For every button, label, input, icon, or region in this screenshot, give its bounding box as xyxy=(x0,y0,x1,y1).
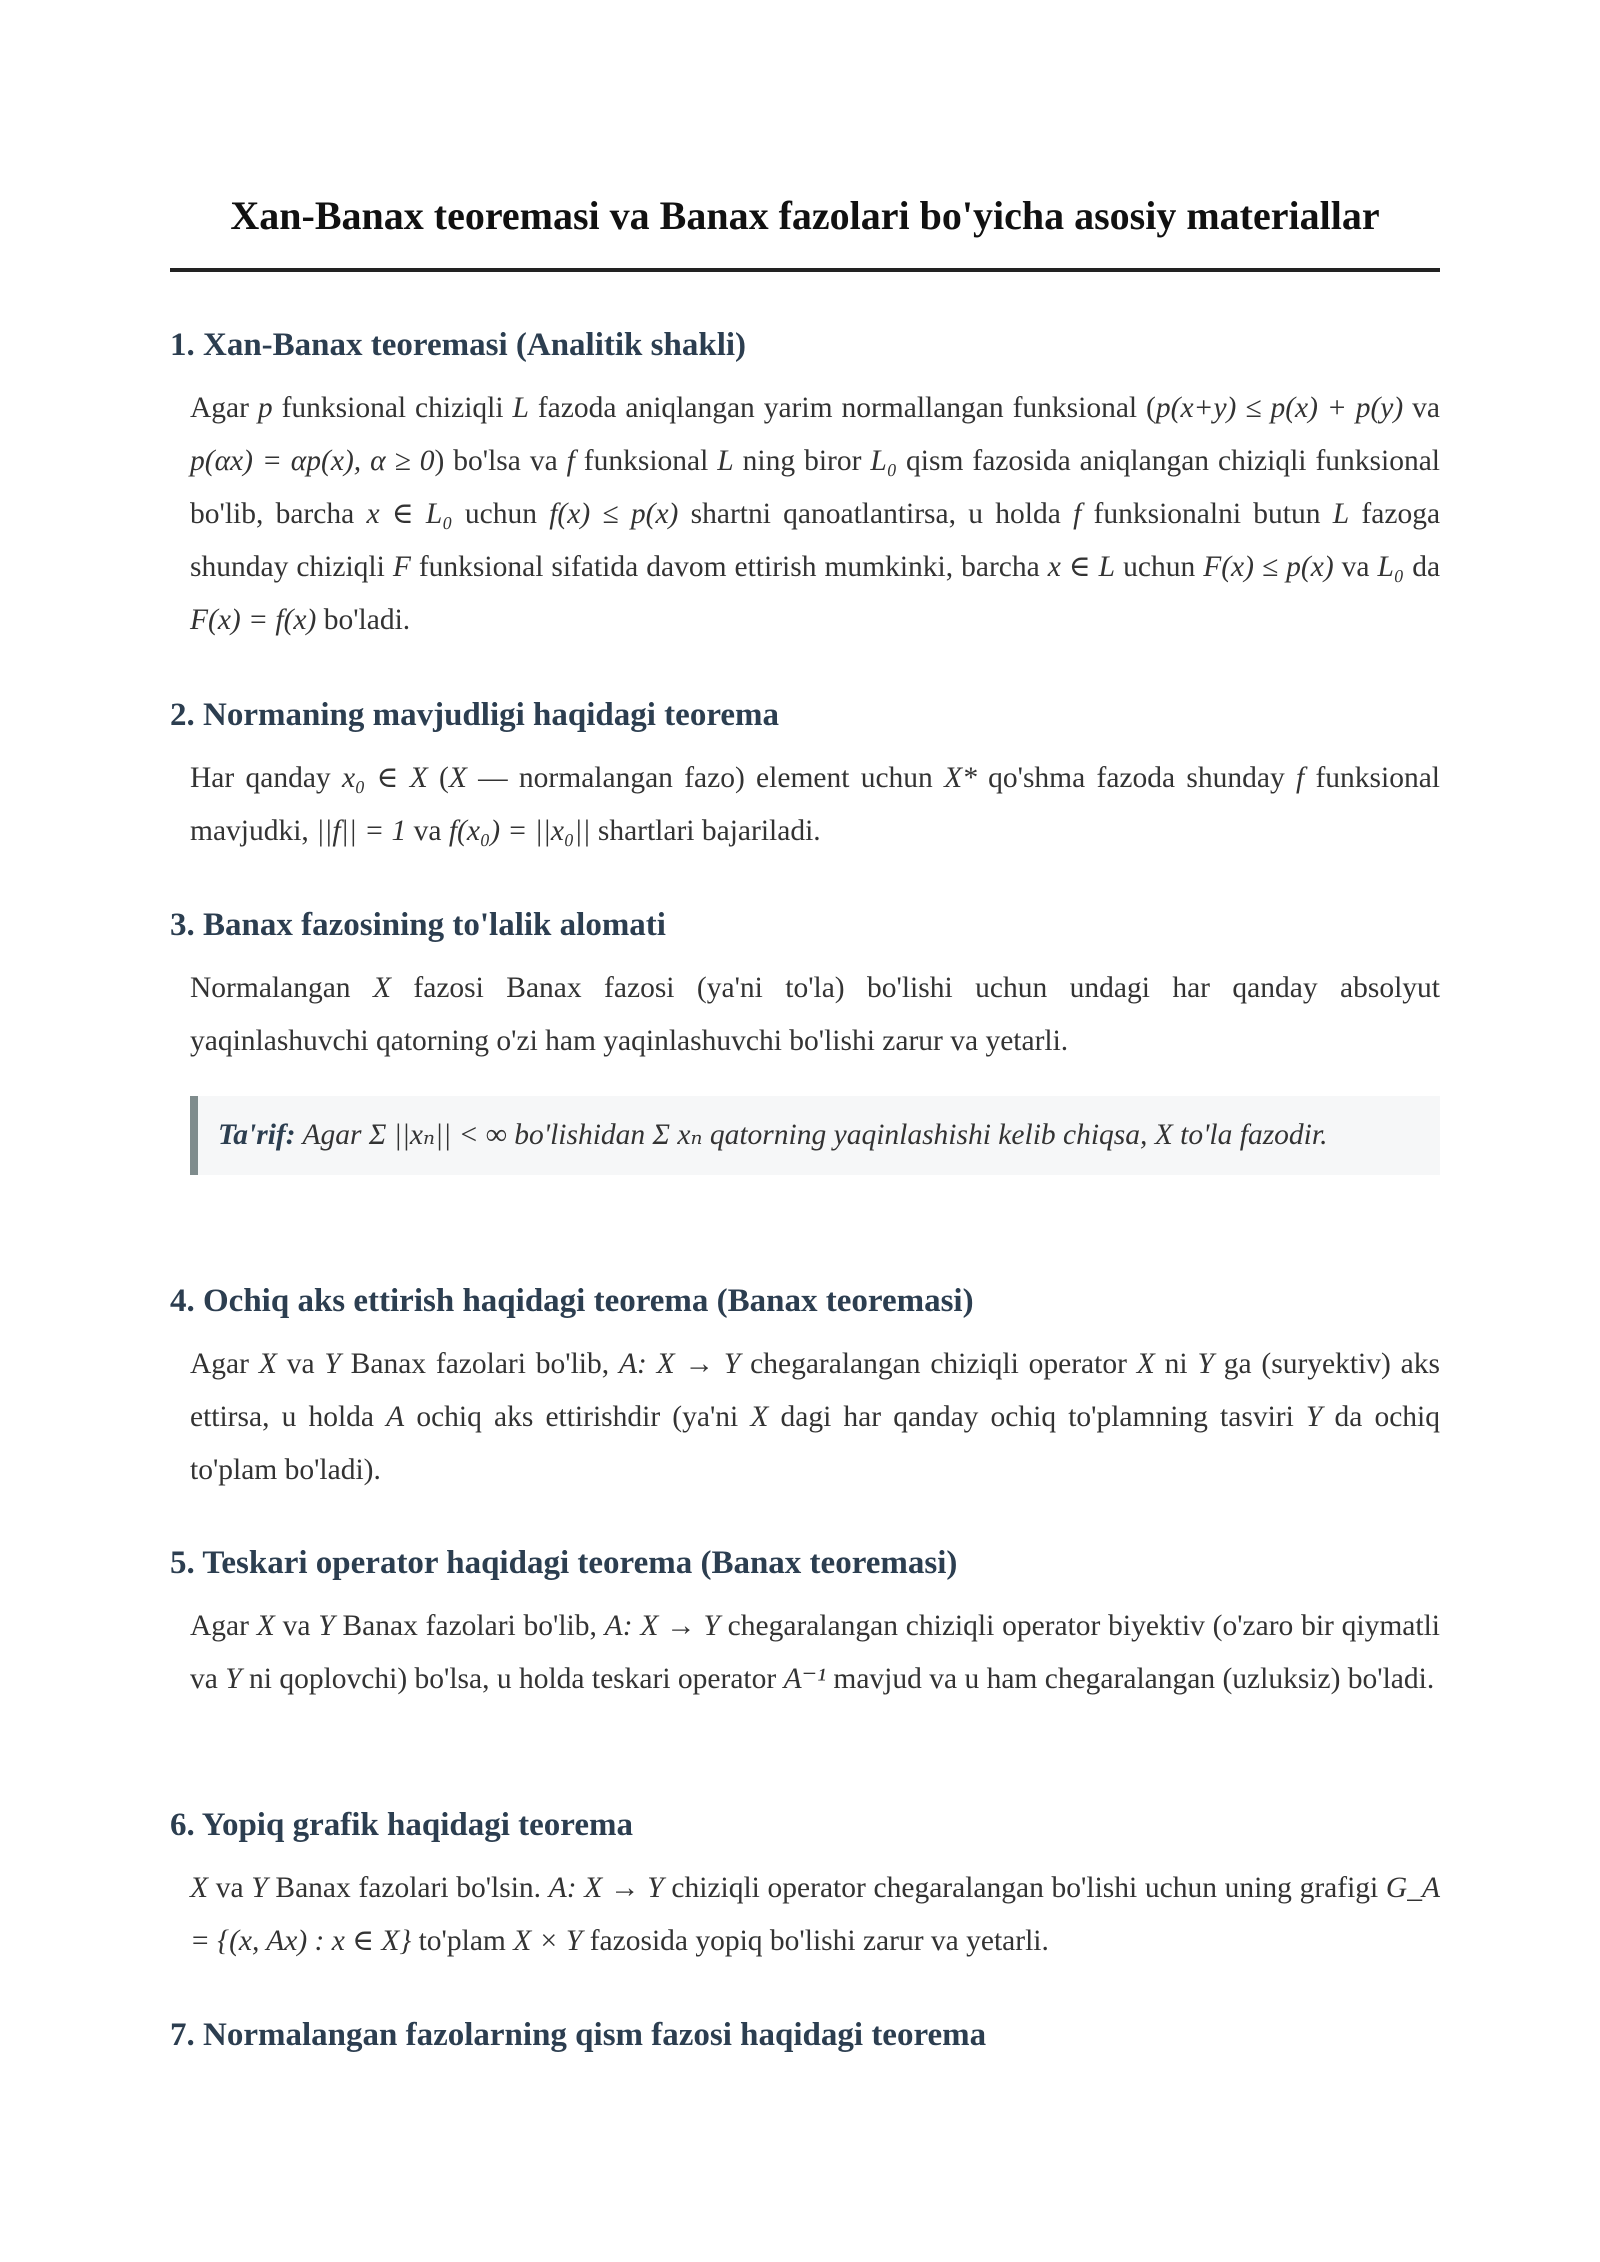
section-1 xyxy=(170,322,1440,647)
section-heading: 6. Yopiq grafik haqidagi teorema xyxy=(170,1807,633,1843)
section-6 xyxy=(170,1802,1440,1968)
section-paragraph: Normalangan X fazosi Banax fazosi (ya'ni to'la) bo'lishi uchun undagi har qanday absolyut yaqinlashuvchi qatorning o'zi ham yaqinlashuvchi bo'lishi zarur va yetarli. xyxy=(190,972,1440,1057)
section-heading: 7. Normalangan fazolarning qism fazosi haqidagi teorema xyxy=(170,2017,987,2053)
section-paragraph: Agar X va Y Banax fazolari bo'lib, A: X → Y chegaralangan chiziqli operator X ni Y ga (suryektiv) aks ettirsa, u holda A ochiq aks ettirishdir (ya'ni X dagi har qanday ochiq to'plamning tasviri Y da ochiq to'plam bo'ladi). xyxy=(190,1348,1440,1486)
math-expression: A: X → Y xyxy=(548,1872,664,1904)
math-expression: X × Y xyxy=(513,1925,583,1957)
section-paragraph: Har qanday x₀ ∈ X (X — normalangan fazo) element uchun X* qo'shma fazoda shunday f funksional mavjudki, ||f|| = 1 va f(x₀) = ||x₀|| shartlari bajariladi. xyxy=(190,762,1441,847)
section-paragraph: Agar X va Y Banax fazolari bo'lib, A: X → Y chegaralangan chiziqli operator biyektiv (o'zaro bir qiymatli va Y ni qoplovchi) bo'lsa, u holda teskari operator A⁻¹ mavjud va u ham chegaralangan (uzluksiz) bo'ladi. xyxy=(190,1610,1440,1695)
math-expression: L xyxy=(1332,498,1350,530)
math-expression: p(αx) = αp(x), α ≥ 0 xyxy=(190,445,435,477)
math-expression: X xyxy=(448,762,467,794)
math-expression: Y xyxy=(324,1348,341,1380)
math-expression: L₀ xyxy=(1377,551,1405,583)
section-heading: 3. Banax fazosining to'lalik alomati xyxy=(170,907,666,943)
section-5 xyxy=(170,1540,1440,1706)
math-expression: X xyxy=(190,1872,209,1904)
math-expression: x₀ ∈ X xyxy=(341,762,428,794)
math-expression: f(x₀) = ||x₀|| xyxy=(448,815,591,847)
math-expression: X xyxy=(372,972,391,1004)
math-expression: L₀ xyxy=(870,445,898,477)
math-expression: f xyxy=(566,445,575,477)
math-expression: F xyxy=(392,551,411,583)
section-paragraph: X va Y Banax fazolari bo'lsin. A: X → Y chiziqli operator chegaralangan bo'lishi uchun uning grafigi G_A = {(x, Ax) : x ∈ X} to'plam X × Y fazosida yopiq bo'lishi zarur va yetarli. xyxy=(190,1872,1440,1957)
definition-text xyxy=(218,1109,1420,1162)
math-expression: F(x) ≤ p(x) xyxy=(1203,551,1334,583)
math-expression: ||f|| = 1 xyxy=(316,815,407,847)
math-expression: p xyxy=(257,392,273,424)
math-expression: Y xyxy=(225,1663,242,1695)
math-expression: X xyxy=(258,1348,277,1380)
math-expression: Y xyxy=(251,1872,268,1904)
math-expression: Y xyxy=(318,1610,335,1642)
math-expression: L xyxy=(717,445,734,477)
section-heading: 5. Teskari operator haqidagi teorema (Banax teoremasi) xyxy=(170,1545,958,1581)
math-expression: X xyxy=(1136,1348,1155,1380)
section-heading: 2. Normaning mavjudligi haqidagi teorema xyxy=(170,697,780,733)
math-expression: f(x) ≤ p(x) xyxy=(549,498,679,530)
section-2 xyxy=(170,692,1440,858)
math-expression: Y xyxy=(1197,1348,1214,1380)
math-expression: X xyxy=(750,1401,769,1433)
math-expression: X xyxy=(256,1610,275,1642)
math-expression: f xyxy=(1073,498,1082,530)
section-heading: 4. Ochiq aks ettirish haqidagi teorema (Banax teoremasi) xyxy=(170,1283,974,1319)
math-expression: G_A = {(x, Ax) : x ∈ X} xyxy=(190,1872,1440,1957)
definition-label: Ta'rif: xyxy=(218,1119,296,1151)
math-expression: p(x+y) ≤ p(x) + p(y) xyxy=(1155,392,1404,424)
section-4 xyxy=(170,1278,1440,1497)
math-expression: x ∈ L xyxy=(1047,551,1116,583)
definition-note xyxy=(190,1096,1440,1175)
section-heading: 1. Xan-Banax teoremasi (Analitik shakli) xyxy=(170,327,747,363)
math-expression: X* xyxy=(944,762,977,794)
math-expression: L xyxy=(512,392,529,424)
section-paragraph: Agar p funksional chiziqli L fazoda aniqlangan yarim normallangan funksional (p(x+y) ≤ p(x) + p(y) va p(αx) = αp(x), α ≥ 0) bo'lsa va f funksional L ning biror L₀ qism fazosida aniqlangan chiziqli funksional bo'lib, barcha x ∈ L₀ uchun f(x) ≤ p(x) shartni qanoatlantirsa, u holda f funksionalni butun L fazoga shunday chiziqli F funksional sifatida davom ettirish mumkinki, barcha x ∈ L uchun F(x) ≤ p(x) va L₀ da F(x) = f(x) bo'ladi. xyxy=(190,392,1441,636)
definition-body: Agar Σ ||xₙ|| < ∞ bo'lishidan Σ xₙ qatorning yaqinlashishi kelib chiqsa, X to'la fazodir. xyxy=(302,1119,1328,1151)
math-expression: f xyxy=(1295,762,1305,794)
document-title: Xan-Banax teoremasi va Banax fazolari bo'yicha asosiy materiallar xyxy=(230,193,1380,238)
math-expression: F(x) = f(x) xyxy=(190,604,317,636)
math-expression: x ∈ L₀ xyxy=(366,498,453,530)
math-expression: A: X → Y xyxy=(604,1610,720,1642)
math-expression: Y xyxy=(1305,1401,1323,1433)
title-divider xyxy=(170,268,1440,272)
math-expression: A: X → Y xyxy=(618,1348,741,1380)
math-expression: A xyxy=(386,1401,405,1433)
section-3 xyxy=(170,902,1440,1175)
math-expression: A⁻¹ xyxy=(783,1663,826,1695)
section-7 xyxy=(170,2012,1440,2058)
